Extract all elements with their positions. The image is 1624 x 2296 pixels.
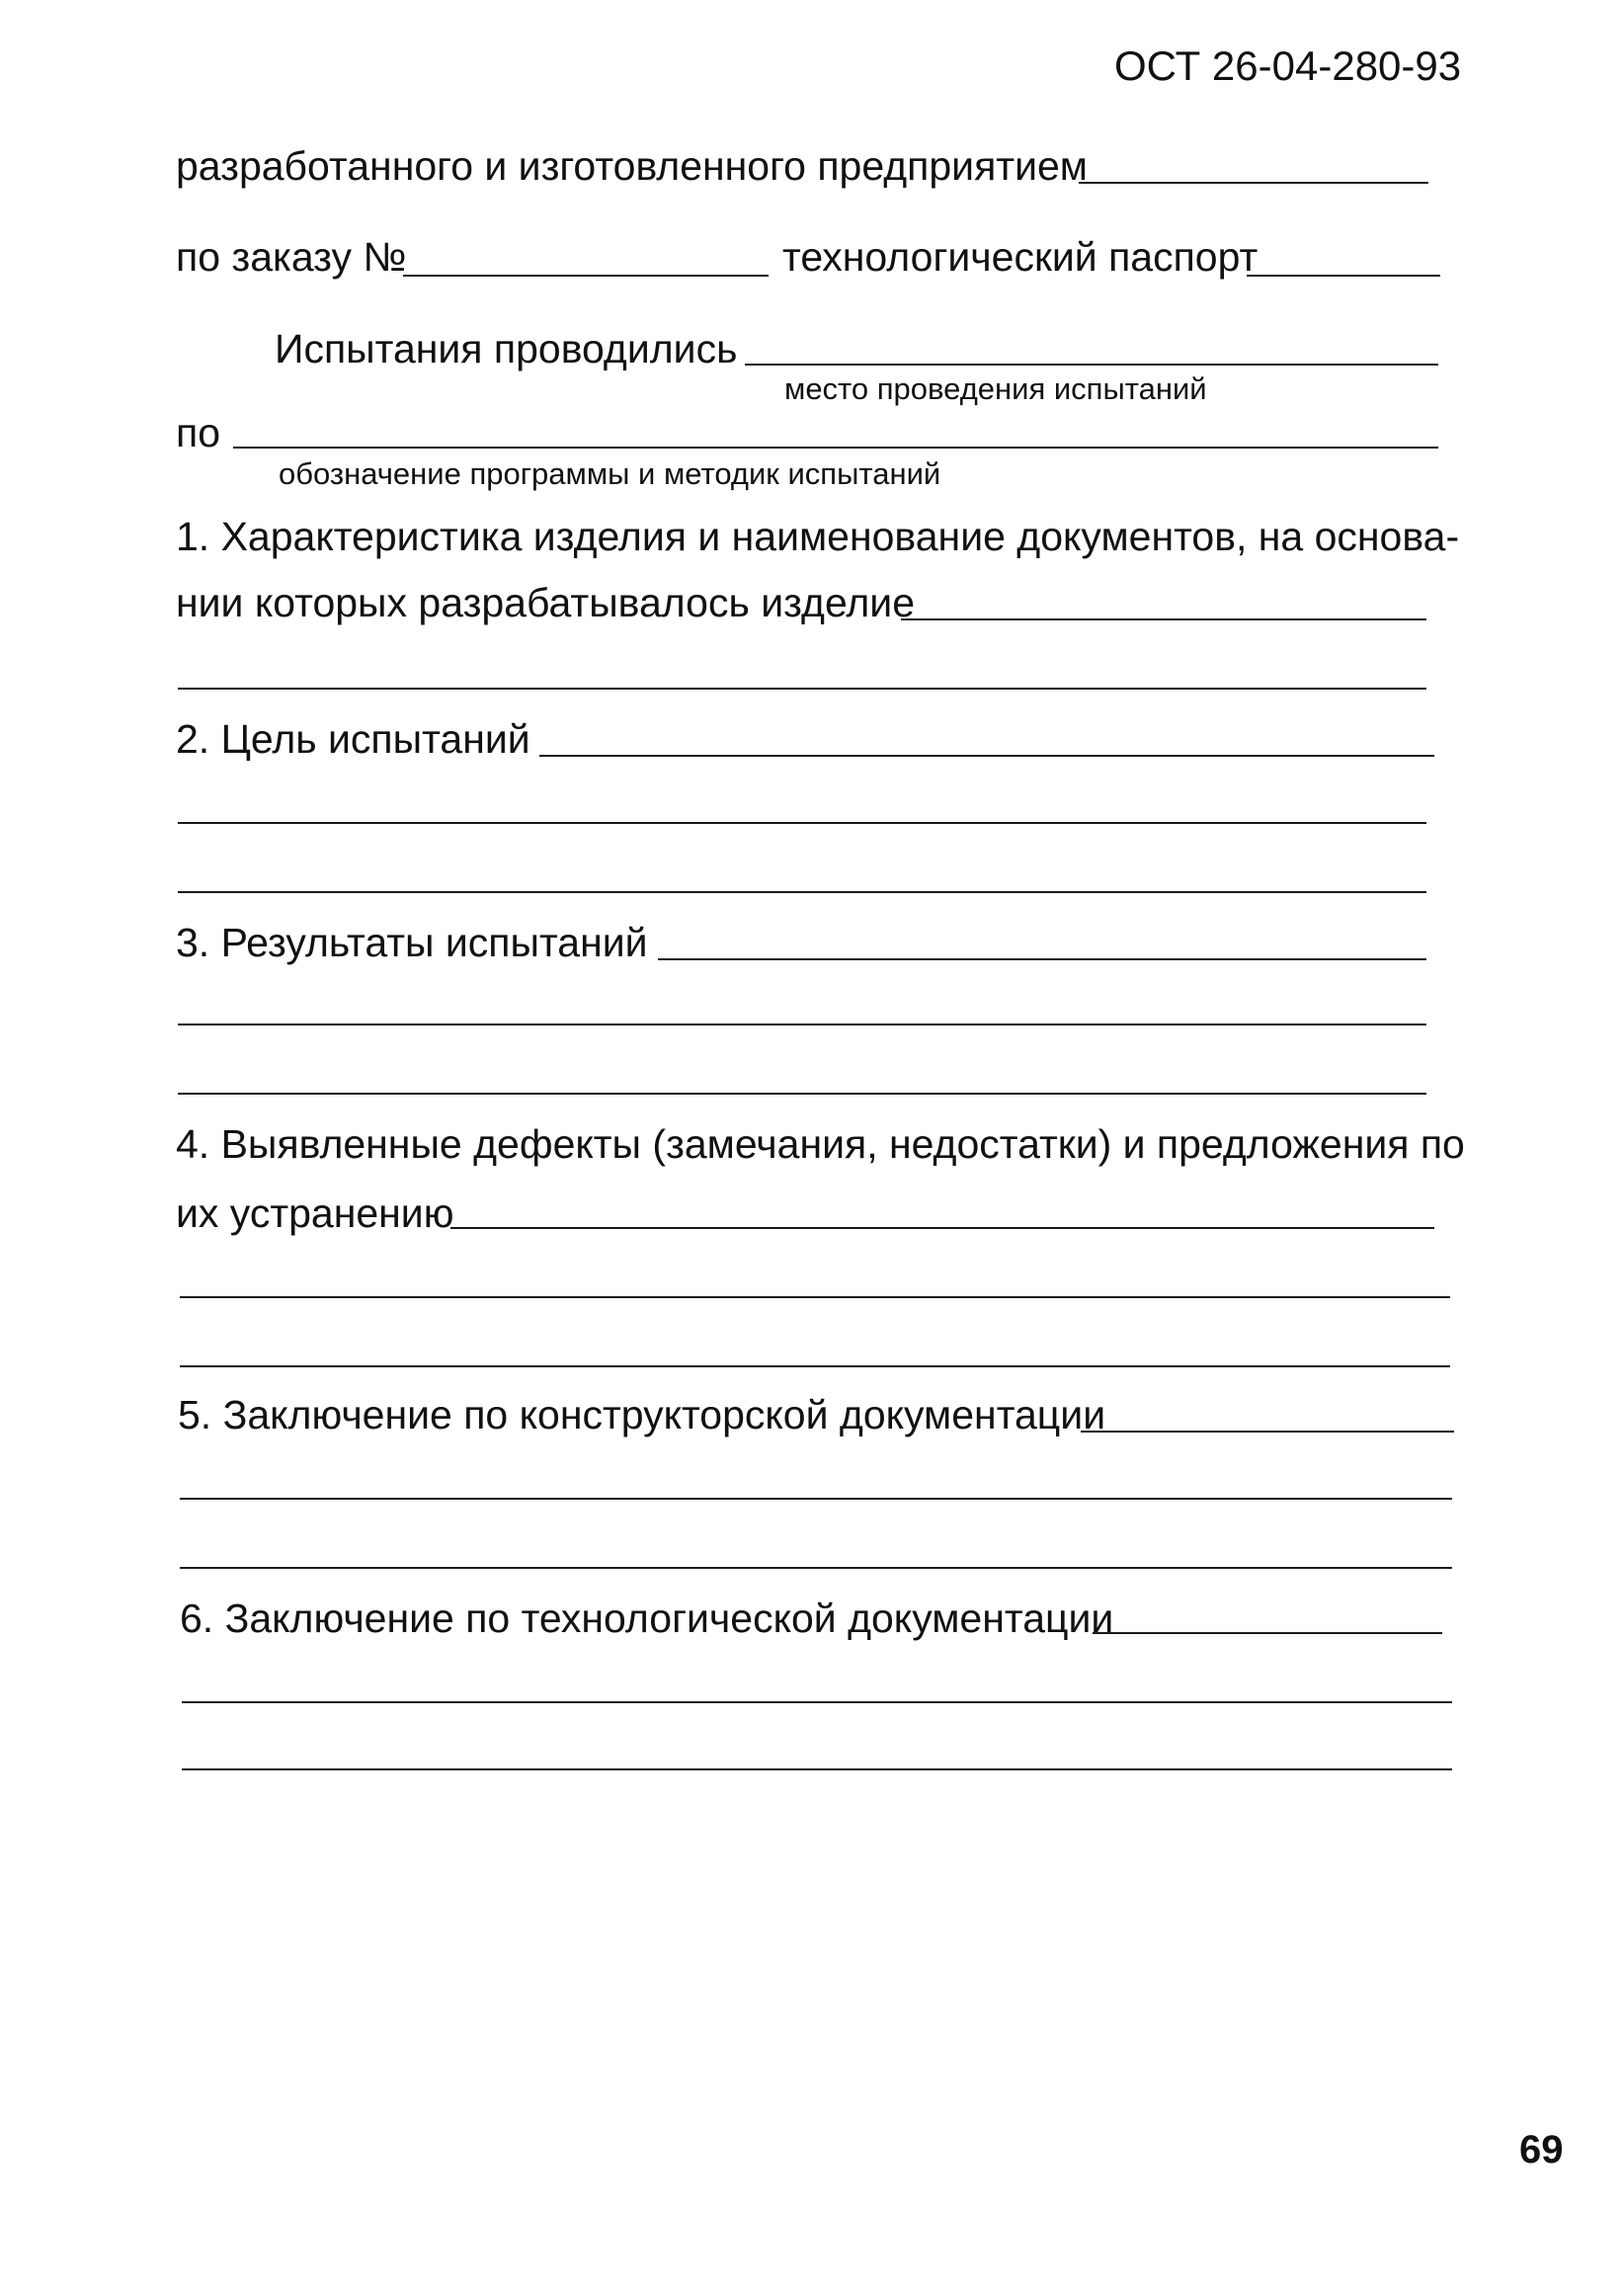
section-5-heading: 5. Заключение по конструкторской документации (178, 1392, 1106, 1437)
section-3-heading: 3. Результаты испытаний (176, 920, 648, 965)
place-caption: место проведения испытаний (784, 371, 1207, 406)
section-4-line[interactable] (180, 1365, 1450, 1367)
passport-blank[interactable] (1247, 275, 1440, 277)
section-6-line[interactable] (182, 1701, 1452, 1703)
section-4-continuation: их устранению (176, 1190, 454, 1236)
order-label: по заказу № (176, 234, 407, 280)
section-2-line[interactable] (178, 891, 1426, 893)
section-3-blank[interactable] (658, 958, 1426, 960)
section-4-blank[interactable] (450, 1227, 1434, 1229)
test-place-blank[interactable] (745, 364, 1438, 366)
section-1-line[interactable] (178, 688, 1426, 690)
po-label: по (176, 410, 221, 455)
program-blank[interactable] (233, 447, 1438, 449)
order-number-blank[interactable] (403, 275, 769, 277)
section-4-line[interactable] (180, 1296, 1450, 1298)
developer-blank[interactable] (1079, 182, 1428, 184)
section-5-line[interactable] (180, 1567, 1452, 1569)
section-1-heading: 1. Характеристика изделия и наименование документов, на основа- (176, 514, 1460, 559)
section-1-blank[interactable] (901, 618, 1426, 620)
tests-label: Испытания проводились (275, 326, 738, 371)
section-3-line[interactable] (178, 1024, 1426, 1025)
section-2-line[interactable] (178, 822, 1426, 824)
section-3-line[interactable] (178, 1093, 1426, 1095)
section-2-blank[interactable] (539, 755, 1434, 757)
section-6-heading: 6. Заключение по технологической документации (180, 1596, 1114, 1641)
developer-label: разработанного и изготовленного предприятием (176, 143, 1088, 189)
section-5-blank[interactable] (1081, 1431, 1454, 1433)
section-5-line[interactable] (180, 1498, 1452, 1500)
section-6-line[interactable] (182, 1768, 1452, 1770)
section-1-continuation: нии которых разрабатывалось изделие (176, 580, 916, 625)
document-code: ОСТ 26-04-280-93 (1114, 42, 1462, 89)
page-number: 69 (1519, 2128, 1564, 2172)
passport-label: технологический паспорт (782, 234, 1259, 280)
section-6-blank[interactable] (1093, 1632, 1442, 1634)
section-2-heading: 2. Цель испытаний (176, 716, 530, 762)
section-4-heading: 4. Выявленные дефекты (замечания, недостатки) и предложения по (176, 1121, 1465, 1167)
program-caption: обозначение программы и методик испытаний (279, 456, 941, 491)
